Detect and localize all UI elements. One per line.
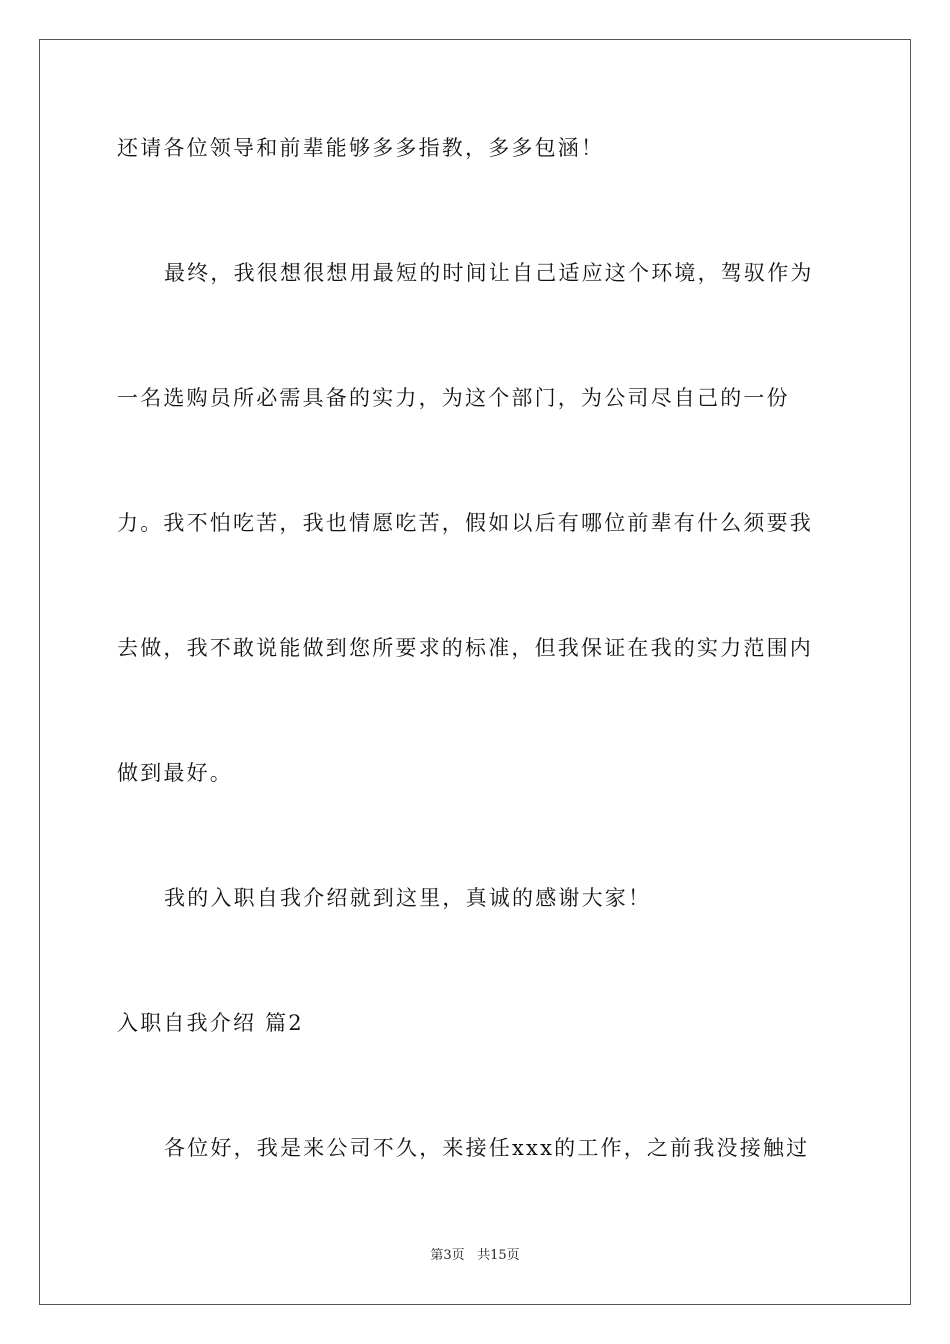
- page-total: 共15页: [477, 1248, 520, 1263]
- text-line-2: 最终，我很想很想用最短的时间让自己适应这个环境，驾驭作为: [164, 261, 814, 285]
- page-footer: [0, 1247, 950, 1265]
- text-line-5: 去做，我不敢说能做到您所要求的标准，但我保证在我的实力范围内: [117, 636, 813, 660]
- text-line-9: 各位好，我是来公司不久，来接任xxx的工作，之前我没接触过: [164, 1136, 810, 1160]
- text-line-7: 我的入职自我介绍就到这里，真诚的感谢大家！: [164, 886, 652, 910]
- page-number: 第3页: [430, 1248, 465, 1263]
- text-line-4: 力。我不怕吃苦，我也情愿吃苦，假如以后有哪位前辈有什么须要我: [117, 511, 813, 535]
- page-border: [39, 39, 911, 1305]
- section-heading: 入职自我介绍 篇2: [117, 1011, 304, 1035]
- text-line-6: 做到最好。: [117, 761, 233, 785]
- text-line-3: 一名选购员所必需具备的实力，为这个部门，为公司尽自己的一份: [117, 386, 790, 410]
- text-line-1: 还请各位领导和前辈能够多多指教，多多包涵！: [117, 136, 605, 160]
